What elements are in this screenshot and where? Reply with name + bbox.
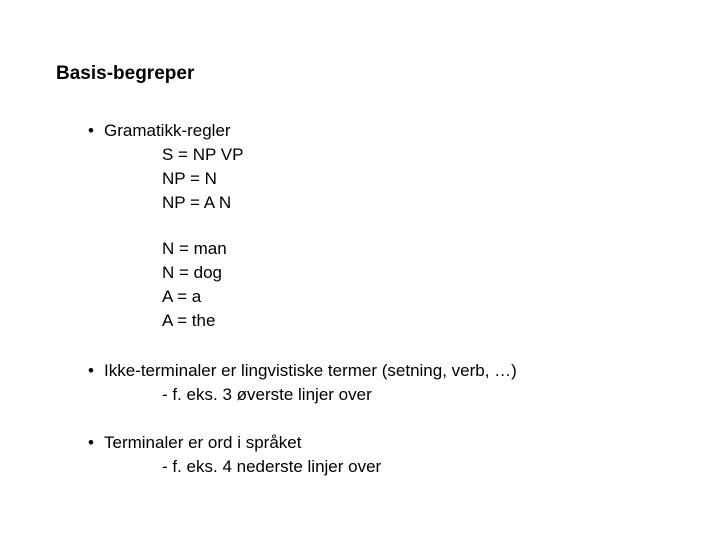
- rule-line: A = a: [162, 287, 202, 306]
- bullet-terminals: [88, 432, 301, 454]
- slide-title: Basis-begreper: [56, 63, 195, 84]
- bullet-grammar-rules: [88, 120, 231, 142]
- bullet-glyph: •: [88, 121, 94, 140]
- rule-line: NP = N: [162, 169, 217, 188]
- rule-line: S = NP VP: [162, 145, 244, 164]
- bullet-sub-text: - f. eks. 3 øverste linjer over: [162, 385, 372, 404]
- bullet-glyph: •: [88, 433, 94, 452]
- bullet-text: Gramatikk-regler: [104, 121, 231, 140]
- rule-line: N = dog: [162, 263, 223, 282]
- rule-line: N = man: [162, 239, 227, 258]
- bullet-sub-text: - f. eks. 4 nederste linjer over: [162, 457, 382, 476]
- bullet-nonterminals: [88, 360, 517, 382]
- bullet-text: Ikke-terminaler er lingvistiske termer (setning, verb, …): [104, 361, 517, 380]
- rule-line: NP = A N: [162, 193, 232, 212]
- bullet-glyph: •: [88, 361, 94, 380]
- bullet-text: Terminaler er ord i språket: [104, 433, 302, 452]
- rule-line: A = the: [162, 311, 216, 330]
